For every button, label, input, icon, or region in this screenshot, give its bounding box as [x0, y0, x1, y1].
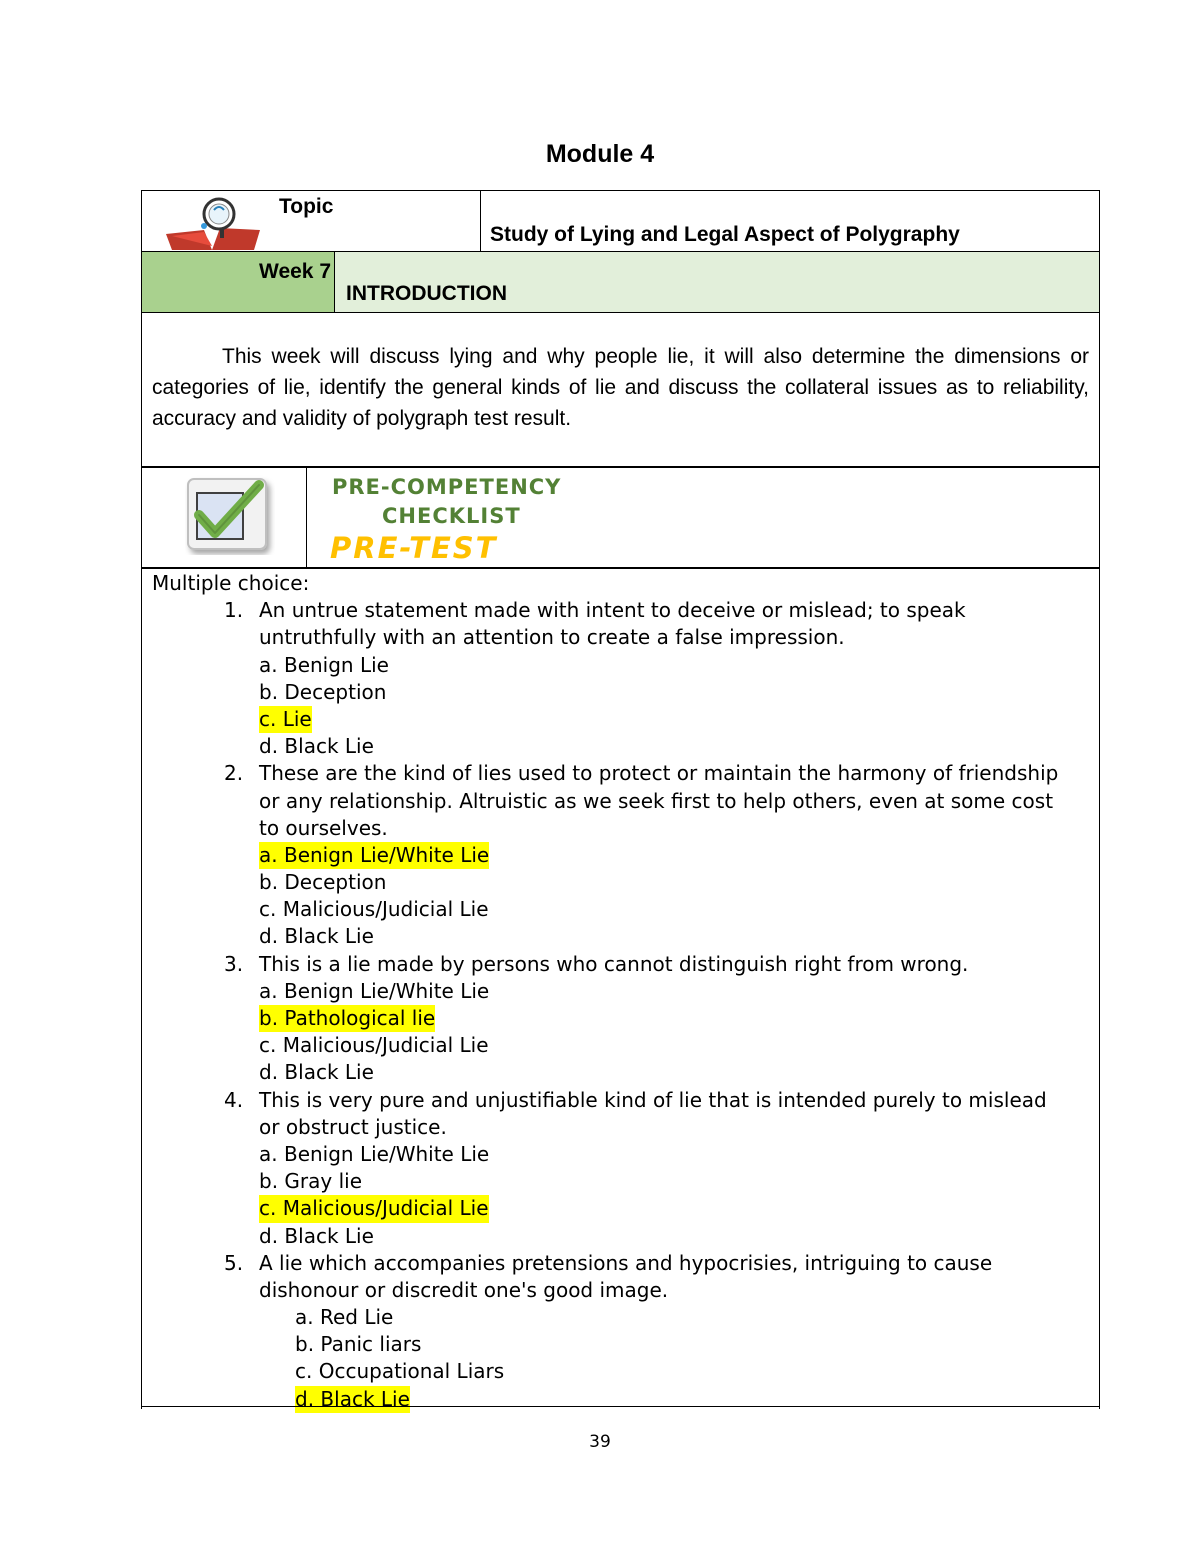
answer-choice: c. Malicious/Judicial Lie [259, 897, 489, 922]
answer-choice: c. Occupational Liars [295, 1359, 505, 1384]
option-line [152, 1005, 436, 1032]
answer-option: c. Lie [259, 706, 312, 733]
option-line [152, 978, 490, 1005]
question-text: A lie which accompanies pretensions and hypocrisies, intriguing to cause [259, 1250, 993, 1275]
question-text: or obstruct justice. [259, 1114, 447, 1139]
question-line [152, 788, 1054, 815]
questions-list [152, 570, 1059, 1413]
answer-option: c. Malicious/Judicial Lie [259, 1195, 489, 1222]
answer-choice: c. Malicious/Judicial Lie [259, 1033, 489, 1058]
pre-competency-heading: PRE-COMPETENCY [332, 475, 562, 499]
option-line [152, 652, 389, 679]
module-title: Module 4 [545, 140, 655, 168]
checklist-heading: CHECKLIST [382, 504, 521, 528]
topic-row [141, 190, 1100, 252]
questions-header-text: Multiple choice: [152, 571, 310, 595]
questions-header [152, 570, 309, 597]
question-line [152, 1087, 1047, 1114]
pre-competency-row [141, 466, 1100, 569]
option-line [152, 733, 374, 760]
section-title: INTRODUCTION [346, 282, 507, 305]
option-line [152, 1358, 505, 1385]
answer-choice: b. Panic liars [295, 1332, 422, 1357]
answer-choice: b. Deception [259, 679, 387, 704]
option-line [152, 1304, 394, 1331]
question-line [152, 1250, 993, 1277]
question-text: untruthfully with an attention to create a false impression. [259, 625, 845, 650]
question-line [152, 815, 388, 842]
option-line [152, 1223, 374, 1250]
answer-choice: d. Black Lie [259, 1060, 374, 1085]
question-text: This is a lie made by persons who cannot distinguish right from wrong. [259, 951, 969, 976]
week-row [141, 251, 1100, 313]
question-line [152, 624, 845, 651]
question-line [152, 951, 969, 978]
option-line [152, 1195, 489, 1222]
question-text: dishonour or discredit one's good image. [259, 1277, 669, 1302]
question-text: to ourselves. [259, 815, 388, 840]
answer-choice: b. Gray lie [259, 1169, 362, 1194]
answer-option: b. Pathological lie [259, 1005, 435, 1032]
question-number: 2. [224, 761, 244, 786]
option-line [152, 679, 387, 706]
question-number: 4. [224, 1087, 244, 1112]
option-line [152, 1032, 489, 1059]
option-line [152, 706, 312, 733]
option-line [152, 842, 490, 869]
intro-paragraph: This week will discuss lying and why people lie, it will also determine the dimensions or categories of lie, identify the general kinds of lie and discuss the collateral issues as to reliability, accuracy and validity of polygraph test result. [152, 345, 1089, 430]
topic-cell [142, 191, 481, 251]
answer-choice: d. Black Lie [259, 734, 374, 759]
answer-option: a. Benign Lie/White Lie [259, 842, 489, 869]
question-line [152, 1277, 669, 1304]
answer-choice: d. Black Lie [259, 1223, 374, 1248]
week-label: Week 7 [259, 260, 331, 283]
question-text: These are the kind of lies used to protect or maintain the harmony of friendship [259, 761, 1059, 786]
option-line [152, 923, 374, 950]
option-line [152, 1168, 362, 1195]
question-number: 1. [224, 598, 244, 623]
option-line [152, 1386, 410, 1413]
intro-row [141, 312, 1100, 468]
answer-choice: a. Benign Lie/White Lie [259, 1141, 490, 1166]
question-text: An untrue statement made with intent to deceive or mislead; to speak [259, 598, 966, 623]
option-line [152, 1141, 490, 1168]
option-line [152, 1059, 374, 1086]
question-line [152, 1114, 447, 1141]
question-number: 3. [224, 951, 244, 976]
question-line [152, 597, 966, 624]
book-magnifier-icon [164, 194, 264, 255]
question-line [152, 760, 1059, 787]
question-text: or any relationship. Altruistic as we seek first to help others, even at some cost [259, 788, 1054, 813]
answer-choice: d. Black Lie [259, 924, 374, 949]
checklist-icon-cell [142, 467, 307, 568]
checkmark-icon [185, 475, 275, 559]
questions-section [141, 567, 1100, 1409]
page-number: 39 [589, 1432, 611, 1452]
answer-choice: a. Benign Lie [259, 652, 389, 677]
option-line [152, 869, 387, 896]
table-bottom-border [141, 1406, 1100, 1407]
pre-test-heading: PRE-TEST [330, 531, 498, 565]
option-line [152, 1331, 422, 1358]
answer-choice: a. Benign Lie/White Lie [259, 978, 490, 1003]
question-number: 5. [224, 1250, 244, 1275]
week-cell [142, 252, 335, 312]
answer-option: d. Black Lie [295, 1386, 410, 1413]
option-line [152, 896, 489, 923]
answer-choice: b. Deception [259, 870, 387, 895]
answer-choice: a. Red Lie [295, 1305, 394, 1330]
topic-title: Study of Lying and Legal Aspect of Polygraphy [490, 223, 960, 246]
topic-label: Topic [279, 195, 334, 218]
question-text: This is very pure and unjustifiable kind of lie that is intended purely to mislead [259, 1087, 1047, 1112]
